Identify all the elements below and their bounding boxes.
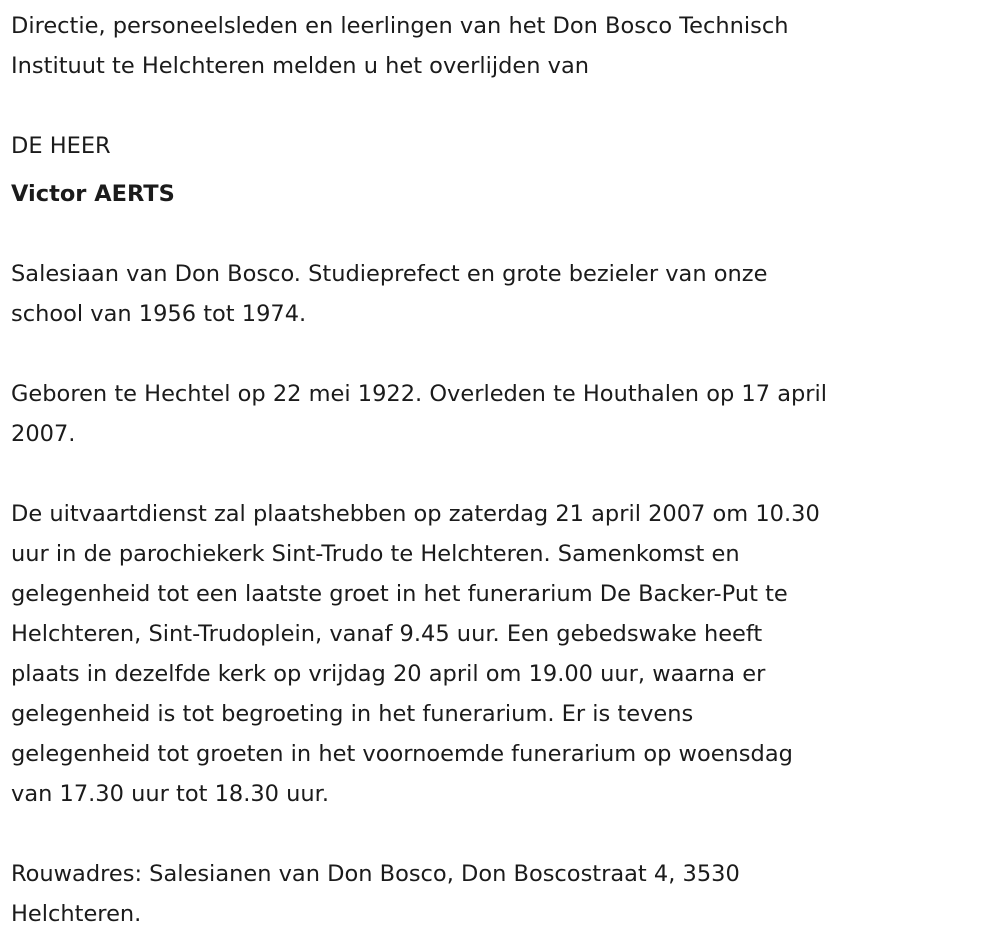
text-line: De uitvaartdienst zal plaatshebben op zaterdag 21 april 2007 om 10.30: [11, 501, 820, 527]
deceased-name: Victor AERTS: [11, 181, 175, 207]
text-line: Rouwadres: Salesianen van Don Bosco, Don Boscostraat 4, 3530: [11, 861, 740, 887]
address-paragraph: [11, 854, 827, 934]
role-paragraph: [11, 254, 827, 334]
text-line: Geboren te Hechtel op 22 mei 1922. Overleden te Houthalen op 17 april: [11, 381, 828, 407]
dates-paragraph: [11, 374, 827, 454]
text-line: plaats in dezelfde kerk op vrijdag 20 april om 19.00 uur, waarna er: [11, 661, 766, 687]
funeral-paragraph: [11, 494, 827, 814]
intro-paragraph: [11, 6, 827, 86]
text-line: Salesiaan van Don Bosco. Studieprefect en grote bezieler van onze: [11, 261, 768, 287]
salutation: DE HEER: [11, 133, 111, 159]
text-line: gelegenheid is tot begroeting in het funerarium. Er is tevens: [11, 701, 694, 727]
text-line: gelegenheid tot een laatste groet in het funerarium De Backer-Put te: [11, 581, 788, 607]
text-line: school van 1956 tot 1974.: [11, 301, 307, 327]
text-line: Helchteren.: [11, 901, 142, 927]
text-line: uur in de parochiekerk Sint-Trudo te Helchteren. Samenkomst en: [11, 541, 740, 567]
obituary-document: [11, 6, 827, 934]
text-line: Directie, personeelsleden en leerlingen van het Don Bosco Technisch: [11, 13, 789, 39]
text-line: Instituut te Helchteren melden u het overlijden van: [11, 53, 590, 79]
text-line: Helchteren, Sint-Trudoplein, vanaf 9.45 uur. Een gebedswake heeft: [11, 621, 763, 647]
text-line: 2007.: [11, 421, 76, 447]
text-line: van 17.30 uur tot 18.30 uur.: [11, 781, 329, 807]
text-line: gelegenheid tot groeten in het voornoemde funerarium op woensdag: [11, 741, 793, 767]
